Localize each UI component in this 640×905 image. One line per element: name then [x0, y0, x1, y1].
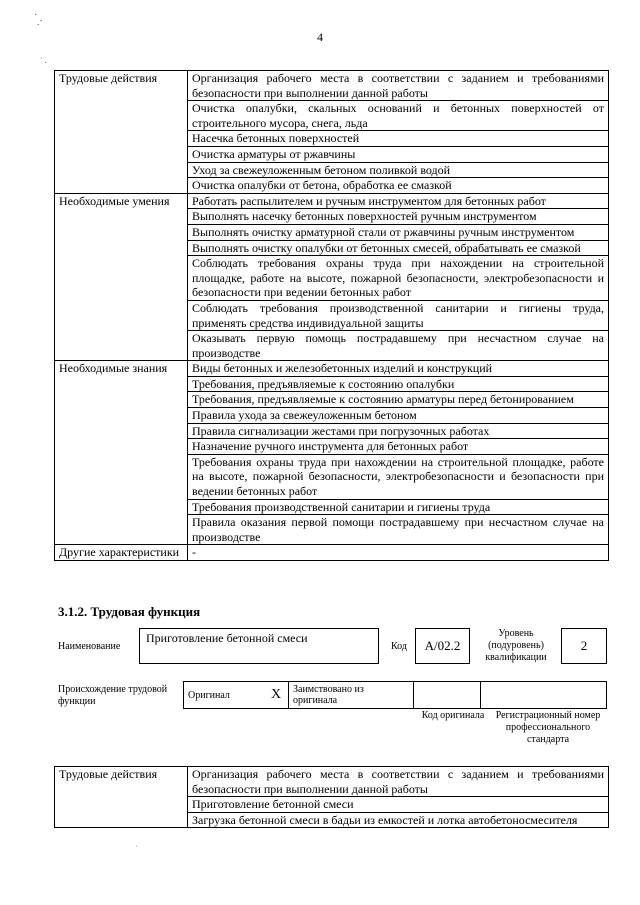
origin-table: [183, 681, 607, 709]
origin-label: Происхождение трудовой функции: [58, 684, 168, 707]
row-item: Приготовление бетонной смеси: [188, 797, 609, 813]
function-name-field: Приготовление бетонной смеси: [139, 628, 379, 664]
table-row: [55, 545, 609, 561]
row-item: Соблюдать требования охраны труда при нахождении на строительной площадке, работе на высоте, пожарной безопасности, электробезопасности и безопасности при ведении бетонных работ: [188, 256, 609, 301]
row-item: Организация рабочего места в соответствии с заданием и требованиями безопасности при выполнении данной работы: [188, 767, 609, 797]
labor-actions-table: [54, 70, 609, 561]
scan-speck: ˙ .: [40, 56, 47, 65]
row-item: Требования, предъявляемые к состоянию опалубки: [188, 376, 609, 392]
original-label-cell: Оригинал: [184, 682, 265, 709]
row-item: Уход за свежеуложенным бетоном поливкой водой: [188, 162, 609, 178]
original-mark: X: [270, 687, 282, 702]
qualification-level-label: Уровень (подуровень) квалификации: [485, 628, 547, 663]
row-item: Насечка бетонных поверхностей: [188, 131, 609, 147]
table-row: [55, 193, 609, 209]
row-item: Выполнять насечку бетонных поверхностей ручным инструментом: [188, 209, 609, 225]
qualification-level-value: 2: [561, 628, 607, 664]
row-item: Работать распылителем и ручным инструментом для бетонных работ: [188, 193, 609, 209]
code-value-field: А/02.2: [415, 628, 470, 664]
row-item: -: [188, 545, 609, 561]
row-item: Очистка опалубки, скальных оснований и бетонных поверхностей от строительного мусора, снега, льда: [188, 101, 609, 131]
row-item: Требования производственной санитарии и гигиены труда: [188, 499, 609, 515]
original-mark-cell: [264, 682, 289, 709]
function-actions-table: [54, 766, 609, 828]
table-row: [55, 71, 609, 101]
reg-number-caption: Регистрационный номер профессионального стандарта: [495, 710, 601, 745]
borrowed-cell: Заимствовано из оригинала: [289, 682, 414, 709]
table-row: [55, 767, 609, 797]
row-item: Назначение ручного инструмента для бетонных работ: [188, 439, 609, 455]
row-item: Требования охраны труда при нахождении на строительной площадке, работе на высоте, пожарной безопасности, электробезопасности и безопасности при ведении бетонных работ: [188, 454, 609, 499]
row-item: Выполнять очистку арматурной стали от ржавчины ручным инструментом: [188, 224, 609, 240]
page-number: 4: [317, 30, 323, 44]
row-label: Трудовые действия: [55, 71, 188, 194]
row-item: Оказывать первую помощь пострадавшему при несчастном случае на производстве: [188, 331, 609, 361]
row-label: Необходимые умения: [55, 193, 188, 361]
row-item: Правила оказания первой помощи пострадавшему при несчастном случае на производстве: [188, 515, 609, 545]
code-original-caption: Код оригинала: [421, 710, 485, 721]
row-label: Другие характеристики: [55, 545, 188, 561]
scan-speck-bottom: ˙: [135, 844, 138, 853]
row-item: Требования, предъявляемые к состоянию арматуры перед бетонированием: [188, 392, 609, 408]
row-item: Выполнять очистку опалубки от бетонных смесей, обрабатывать ее смазкой: [188, 240, 609, 256]
row-item: Правила сигнализации жестами при погрузочных работах: [188, 423, 609, 439]
code-original-cell: [414, 682, 481, 709]
code-label: Код: [391, 641, 407, 652]
row-item: Виды бетонных и железобетонных изделий и конструкций: [188, 361, 609, 377]
row-label: Трудовые действия: [55, 767, 188, 828]
row-label: Необходимые знания: [55, 361, 188, 545]
scan-specks: ˙ . ˙: [34, 13, 43, 34]
name-label: Наименование: [58, 641, 121, 652]
row-item: Соблюдать требования производственной санитарии и гигиены труда, применять средства индивидуальной защиты: [188, 300, 609, 330]
section-title: 3.1.2. Трудовая функция: [58, 604, 201, 619]
row-item: Очистка опалубки от бетона, обработка ее смазкой: [188, 178, 609, 194]
row-item: Очистка арматуры от ржавчины: [188, 146, 609, 162]
reg-number-cell: [481, 682, 607, 709]
row-item: Организация рабочего места в соответствии с заданием и требованиями безопасности при выполнении данной работы: [188, 71, 609, 101]
table-row: [55, 361, 609, 377]
row-item: Правила ухода за свежеуложенным бетоном: [188, 408, 609, 424]
row-item: Загрузка бетонной смеси в бадьи из емкостей и лотка автобетоносмесителя: [188, 812, 609, 828]
